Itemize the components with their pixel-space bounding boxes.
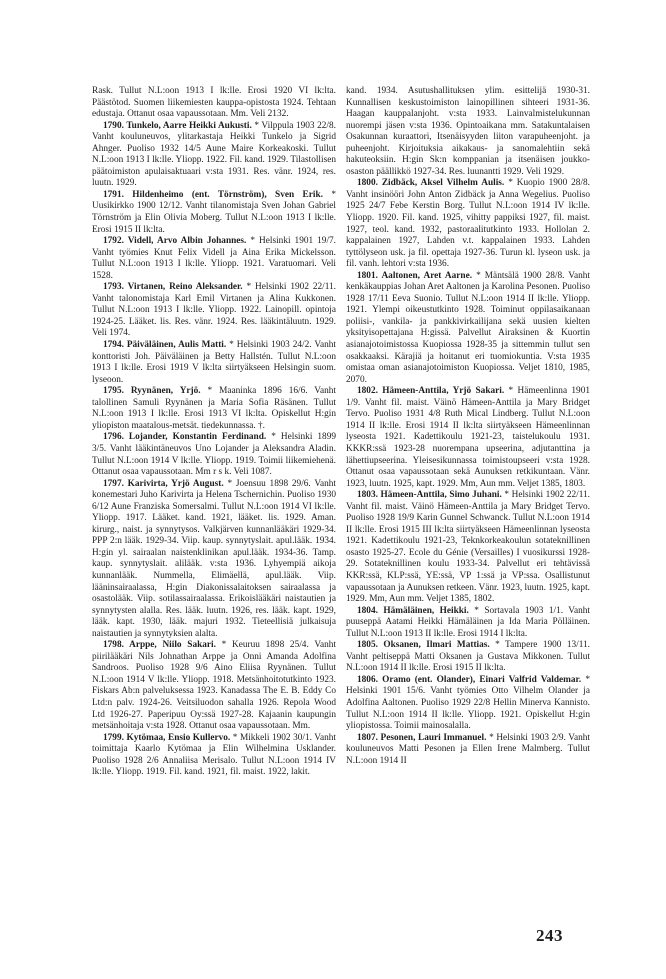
entry-heading: 1803. Hämeen-Anttila, Simo Juhani. <box>357 490 502 501</box>
entry <box>92 340 336 386</box>
entry <box>92 640 336 732</box>
entry-text: * Helsinki 1901 19/7. Vanht työmies Knut Felix Videll ja Aina Erika Mickelsson. Tullut N.L:oon 1913 I lk:lle. Yliopp. 1921. Varatuomari. Veli 1528. <box>92 236 337 281</box>
entry <box>346 733 590 768</box>
entry-heading: 1802. Hämeen-Anttila, Yrjö Sakari. <box>357 386 505 397</box>
entry-heading: 1791. Hildenheimo (ent. Törnström), Sven Erik. <box>103 189 323 200</box>
entry-text: * Joensuu 1898 29/6. Vanht konemestari Juho Karivirta ja Helena Tschernichin. Puoliso 1930 6/12 Aune Franziska Somersalmi. Tullut N.L:oon 1914 VI lk:lle. Yliopp. 1917. Lääket. kand. 1921, lääket. lis. 1929. Aman. kirurg., naist. ja synnytysos. Valkjärven kunnanlääkäri 1929-34. PPP 2:n lääk. 1929-34. Viip. kaup. synnytyslait. apul.lääk. 1934. H:gin yl. sairaalan naistenklinikan apul.lääk. 1934-36. Tamp. kaup. synnytyslait. alilääk. v:sta 1936. Lyhyempiä aikoja kunnanlääk. Nummella, Elimäellä, apul.lääk. Viip. lääninsairaalassa, H:gin Diakonissalaitoksen sairaalassa ja osastolääk. Viip. sotilassairaalassa. Erikoislääkäri naistautien ja synnytysten alalla. Res. lääk. luutn. 1926, res. lääk. kapt. 1929, lääk. kapt. 1930, lääk. majuri 1932. Tieteellisiä julkaisuja naistautien ja synnytyksien alalta. <box>92 478 337 639</box>
entry <box>92 236 336 282</box>
entry-heading: 1795. Ryynänen, Yrjö. <box>103 386 201 397</box>
entry-text: * Helsinki 1902 22/11. Vanht fil. maist. Väinö Hämeen-Anttila ja Mary Bridget Tervo. Puoliso 1928 19/9 Karin Gunnel Schwanck. Tullut N.L:oon 1914 II lk:lle. Erosi 1915 III lk:lta siirtyäkseen Hämeenlinnan lyseosta 1921. Kadettikoulu 1921-23, Teknkorkeakoulun sotateknillinen osasto 1925-27. Ecole du Génie (Versailles) I vuosikurssi 1928-29. Sotateknillinen koulu 1933-34. Palvellut eri tehtävissä KKR:ssä, KLP:ssä, YE:ssä, VP 1:ssä ja VP:ssa. Osallistunut vapaussotaan ja Aunuksen retkeen. Vänr. 1923, luutn. 1925, kapt. 1929. Mm, Aun mm. Veljet 1385, 1802. <box>346 490 590 605</box>
entry-text: * Tampere 1900 13/11. Vanht peltiseppä Matti Oksanen ja Gustava Mikkonen. Tullut N.L:oon 1914 II lk:lle. Erosi 1915 II lk:lta. <box>346 640 590 674</box>
entry-heading: 1804. Hämäläinen, Heikki. <box>357 605 469 616</box>
entry-heading: 1794. Päiväläinen, Aulis Matti. <box>103 340 227 351</box>
entry-text: * Helsinki 1903 24/2. Vanht konttoristi Joh. Päiväläinen ja Betty Hallstén. Tullut N.L:oon 1913 I lk:lle. Erosi 1919 V lk:lta siirtyäkseen Helsingin suom. lyseoon. <box>92 340 337 385</box>
entry-heading: 1792. Videll, Arvo Albin Johannes. <box>103 236 247 247</box>
entry <box>346 490 590 605</box>
entry-text: * Sortavala 1903 1/1. Vanht puuseppä Aatami Heikki Hämäläinen ja Ida Maria Pölläinen. Tullut N.L:oon 1913 II lk:lle. Erosi 1914 I lk:lta. <box>346 605 590 639</box>
entry <box>92 432 336 478</box>
entry-text: * Hämeenlinna 1901 1/9. Vanht fil. maist. Väinö Hämeen-Anttila ja Mary Bridget Tervo. Puoliso 1931 4/8 Ruth Mical Lindberg. Tullut N.L:oon 1914 II lk:lle. Erosi 1914 II lk:lta siirtyäkseen Hämeenlinnan lyseosta 1921. Kadettikoulu 1921-23, taistelukoulu 1931. KKKR:ssä 1923-28 nuorempana upseerina, adjutanttina ja lähettiupseerina. Yleisesikunnassa toimistoupseeri v:sta 1928. Ottanut osaa vapaussotaan sekä Aunuksen retkikuntaan. Vänr. 1923, luutn. 1925, kapt. 1929. Mm, Aun mm. Veljet 1385, 1803. <box>346 386 590 489</box>
entry <box>346 675 590 733</box>
entry-text: * Helsinki 1902 22/11. Vanht talonomistaja Karl Emil Virtanen ja Alina Kukkonen. Tullut N.L:oon 1913 I lk:lle. Yliopp. 1922. Lainopill. opintoja 1924-25. Lääket. lis. Res. vänr. 1924. Res. lääkintäluutn. 1929. Veli 1974. <box>92 282 337 339</box>
entry-heading: 1805. Oksanen, Ilmari Mattias. <box>357 640 490 651</box>
entry <box>92 479 336 641</box>
entry <box>346 640 590 675</box>
left-column <box>92 86 336 779</box>
entry <box>92 86 336 121</box>
entry-text: Rask. Tullut N.L:oon 1913 I lk:lle. Erosi 1920 VI lk:lta. Päästötod. Suomen liikemiesten kauppa-opistosta 1924. Tehtaan edustaja. Ottanut osaa vapaussotaan. Mm. Veli 2132. <box>92 86 336 120</box>
entry <box>92 386 336 432</box>
entry <box>346 606 590 641</box>
entry-text: * Helsinki 1901 15/6. Vanht työmies Otto Vilhelm Olander ja Adolfina Aaltonen. Puoliso 1929 22/8 Hellin Minerva Kannisto. Tullut N.L:oon 1914 II lk:lle. Yliopp. 1921. Opiskellut H:gin yliopistossa. Toimii mainosalalla. <box>346 674 590 732</box>
entry-heading: 1790. Tunkelo, Aarre Heikki Aukusti. <box>103 120 252 131</box>
entry <box>346 271 590 386</box>
entry-text: * Kuopio 1900 28/8. Vanht insinööri John Anton Zidbäck ja Anna Wegelius. Puoliso 1925 24/7 Febe Kerstin Borg. Tullut N.L:oon 1914 IV lk:lle. Yliopp. 1920. Fil. kand. 1925, vihitty pappiksi 1927, fil. maist. 1927, teol. kand. 1932, pastoraalitutkinto 1933. Hollolan 2. kappalainen 1927, Lahden v.t. kappalainen 1933. Lahden tyttölyseon usk. ja fil. opettaja 1927-36. Turun kl. lyseon usk. ja fil. vanh. lehtori v:sta 1936. <box>346 178 591 270</box>
page-number: 243 <box>536 926 563 945</box>
entry-heading: 1798. Arppe, Niilo Sakari. <box>103 640 216 651</box>
entry-text: * Helsinki 1899 3/5. Vanht lääkintäneuvos Uno Lojander ja Aleksandra Aladin. Tullut N.L:oon 1914 V lk:lle. Yliopp. 1919. Toimii liikemiehenä. Ottanut osaa vapaussotaan. Mm r s k. Veli 1087. <box>92 432 336 478</box>
entry <box>346 386 590 490</box>
entry <box>346 86 590 178</box>
entry <box>92 190 336 236</box>
entry <box>92 282 336 340</box>
right-column <box>346 86 590 767</box>
entry-text: * Helsinki 1903 2/9. Vanht kouluneuvos Matti Pesonen ja Ellen Irene Malmberg. Tullut N.L:oon 1914 II <box>346 732 590 766</box>
entry-text: * Maaninka 1896 16/6. Vanht talollinen Samuli Ryynänen ja Maria Sofia Räsänen. Tullut N.L:oon 1913 I lk:lle. Erosi 1913 VI lk:lta. Opiskellut H:gin yliopiston maatalous-metsät. tiedekunnassa. †. <box>92 386 336 431</box>
entry-text: * Mäntsälä 1900 28/8. Vanht kenkäkauppias Johan Aret Aaltonen ja Karolina Pesonen. Puoliso 1928 17/11 Eeva Suonio. Tullut N.L:oon 1914 II lk:lle. Yliopp. 1921. Ylempi oikeustutkinto 1928. Toiminut oppilasaikanaan poliisi-, vankila- ja pankkivirkailijana sekä uusien kielten yksityisopettajana H:gissä. Palvellut Airaksinen & Kuortin asianajotoimistossa Kuopiossa 1928-35 ja sittemmin tullut sen osakkaaksi. Kärajiä ja hoitanut eri tuomiokuntia. V:sta 1935 omistaa oman asianajotoimiston Kuopiossa. Veljet 1810, 1985, 2070. <box>346 270 590 385</box>
entry-text: * Mikkeli 1902 30/1. Vanht toimittaja Kaarlo Kytömaa ja Elin Wilhelmina Usklander. Puoliso 1928 2/6 Annaliisa Merisalo. Tullut N.L:oon 1914 IV lk:lle. Yliopp. 1919. Fil. kand. 1921, fil. maist. 1922, lakit. <box>92 732 336 778</box>
entry-text: kand. 1934. Asutushallituksen ylim. esittelijä 1930-31. Kunnallisen keskustoimiston lainopillinen sihteeri 1931-36. Haagan kauppalanjoht. v:sta 1933. Lainvalmistelukunnan nuorempi jäsen v:sta 1936. Opintoaikana mm. Satakuntalaisen Osakunnan kuraattori, Itsenäisyyden liiton varapuheenjoht. ja puheenjoht. Kirjoituksia aikakaus- ja sanomalehtiin sekä hakuteoksiin. H:gin Sk:n komppanian ja itsenäisen joukko-osaston päällikkö 1927-34. Res. luunantti 1929. Veli 1929. <box>346 86 590 177</box>
entry-heading: 1800. Zidbäck, Aksel Vilhelm Aulis. <box>357 178 505 189</box>
entry-heading: 1799. Kytömaa, Ensio Kullervo. <box>103 732 231 743</box>
entry-heading: 1801. Aaltonen, Aret Aarne. <box>357 270 473 281</box>
entry-heading: 1807. Pesonen, Lauri Immanuel. <box>357 732 487 743</box>
entry-heading: 1797. Karivirta, Yrjö August. <box>103 478 224 489</box>
entry-text: * Uusikirkko 1900 12/12. Vanht tilanomistaja Sven Johan Gabriel Törnström ja Elin Olivia Moberg. Tullut N.L:oon 1913 I lk:lle. Erosi 1915 II lk:lta. <box>92 189 336 235</box>
entry-heading: 1796. Lojander, Konstantin Ferdinand. <box>103 432 267 443</box>
entry <box>92 733 336 779</box>
entry <box>92 121 336 190</box>
entry <box>346 178 590 270</box>
entry-heading: 1806. Oramo (ent. Olander), Einari Valfrid Valdemar. <box>357 674 582 685</box>
entry-text: * Keuruu 1898 25/4. Vanht piirilääkäri Nils Johnathan Arppe ja Onni Amanda Adolfina Sandroos. Puoliso 1928 9/6 Aino Eliisa Ryynänen. Tullut N.L:oon 1914 V lk:lle. Yliopp. 1918. Metsänhoitotutkinto 1923. Fiskars Ab:n palveluksessa 1923. Kanadassa The E. B. Eddy Co Ltd:n palv. 1924-26. Veitsiluodon sahalla 1926. Repola Wood Ltd 1926-27. Paperipuu Oy:ssä 1927-28. Kajaanin kaupungin metsänhoitaja v:sta 1928. Ottanut osaa vapaussotaan. Mm. <box>92 640 337 732</box>
entry-heading: 1793. Virtanen, Reino Aleksander. <box>103 282 243 293</box>
entry-text: * Vilppula 1903 22/8. Vanht kouluneuvos, ylitarkastaja Heikki Tunkelo ja Sigrid Ahnger. Puoliso 1932 14/5 Aune Maire Korkeakoski. Tullut N.L:oon 1913 I lk:lle. Yliopp. 1922. Fil. kand. 1929. Tilastollisen päätoimiston apulaisaktuaari v:sta 1931. Res. vänr. 1924, res. luutn. 1929. <box>92 120 336 189</box>
